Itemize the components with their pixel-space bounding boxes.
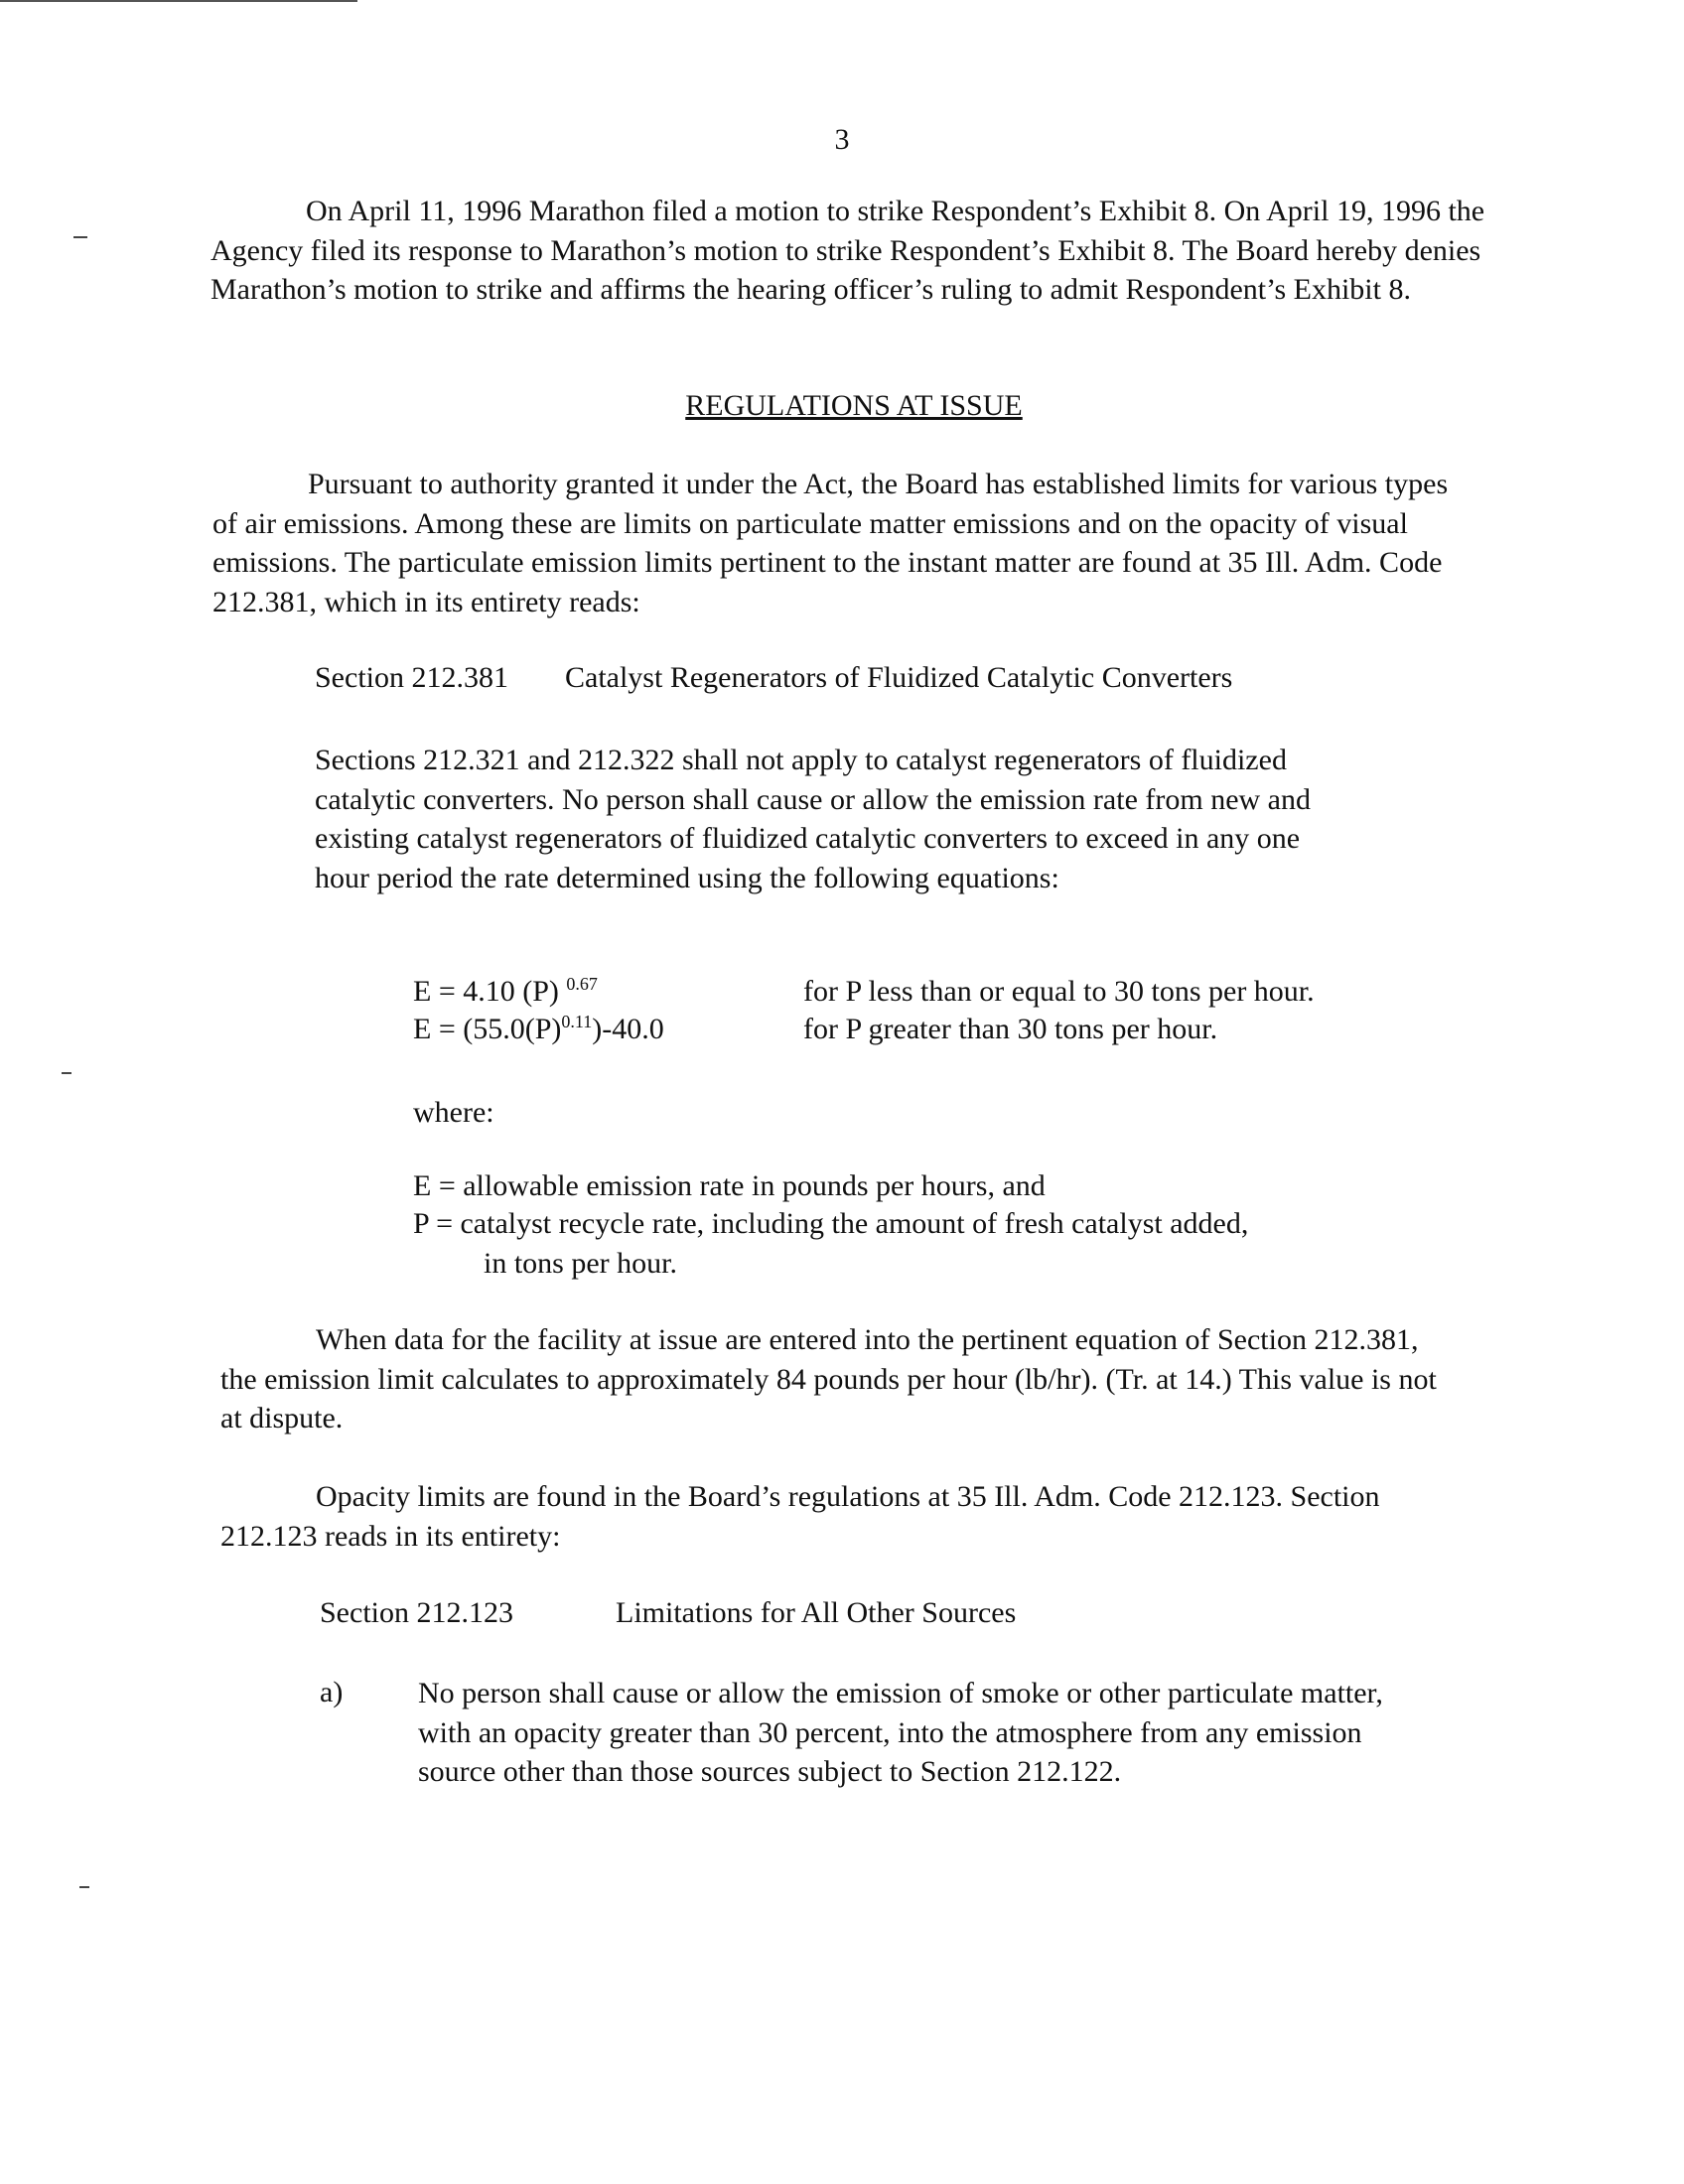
section-title: Limitations for All Other Sources — [616, 1596, 1017, 1629]
equation-lhs: $E = (55.0(P)^{0.11})-40.0$ — [413, 1012, 664, 1045]
equation-exponent: 0.67 — [566, 974, 598, 994]
section-123-heading — [320, 1596, 1016, 1630]
paragraph-opacity-limits: Opacity limits are found in the Board’s regulations at 35 Ill. Adm. Code 212.123. Section 212.123 reads in its entirety: — [220, 1480, 1380, 1553]
section-number: Section 212.123 — [320, 1596, 513, 1629]
item-a-label: a) — [320, 1676, 344, 1708]
paragraph-motion-to-strike: On April 11, 1996 Marathon filed a motion to strike Respondent’s Exhibit 8. On April 19, 1996 the Agency filed its response to Marathon’s motion to strike Respondent’s Exhibit 8. The Board hereby denies Marathon’s motion to strike and affirms the hearing officer’s ruling to admit Respondent’s Exhibit 8. — [210, 195, 1485, 306]
paragraph-regulations-intro: Pursuant to authority granted it under the Act, the Board has established limits for various types of air emissions. Among these are limits on particulate matter emissions and on the opacity of visual emissions. The particulate emission limits pertinent to the instant matter are found at 35 Ill. Adm. Code 212.381, which in its entirety reads: — [212, 468, 1449, 618]
equation-exponent: 0.11 — [561, 1012, 593, 1031]
section-381-text: Sections 212.321 and 212.322 shall not apply to catalyst regenerators of fluidized catalytic converters. No person shall cause or allow the emission rate from new and existing catalyst regenerators of fluidized catalytic converters to exceed in any one hour period the rate determined using the following equations: — [315, 744, 1311, 894]
section-heading: REGULATIONS AT ISSUE — [685, 389, 1023, 422]
equation-row — [413, 1013, 1217, 1046]
definition-e: E = allowable emission rate in pounds per hours, and — [413, 1169, 1046, 1202]
section-title: Catalyst Regenerators of Fluidized Catalytic Converters — [565, 661, 1233, 694]
item-a-text: No person shall cause or allow the emission of smoke or other particulate matter, with an opacity greater than 30 percent, into the atmosphere from any emission source other than those sources subject to Section 212.122. — [418, 1677, 1383, 1788]
paragraph-emission-limit: When data for the facility at issue are entered into the pertinent equation of Section 212.381, the emission limit calculates to approximately 84 pounds per hour (lb/hr). (Tr. at 14.) This value is not at dispute. — [220, 1323, 1437, 1434]
equation-condition: for P greater than 30 tons per hour. — [803, 1013, 1218, 1045]
section-number: Section 212.381 — [315, 661, 508, 694]
equation-lhs: E = 4.10 (P) $^{0.67}$ — [413, 974, 598, 1008]
page-number: 3 — [834, 123, 850, 156]
equation-condition: for P less than or equal to 30 tons per hour. — [803, 975, 1315, 1008]
section-381-heading — [315, 661, 1232, 695]
definition-p-continued: in tons per hour. — [484, 1247, 677, 1280]
definition-p: P = catalyst recycle rate, including the amount of fresh catalyst added, — [413, 1207, 1249, 1240]
equation-row — [413, 975, 1315, 1009]
scan-margin-mark — [79, 1886, 89, 1888]
scan-margin-mark — [73, 236, 87, 238]
where-label: where: — [413, 1096, 494, 1129]
scan-top-line — [0, 0, 357, 2]
scan-margin-mark — [62, 1072, 71, 1074]
